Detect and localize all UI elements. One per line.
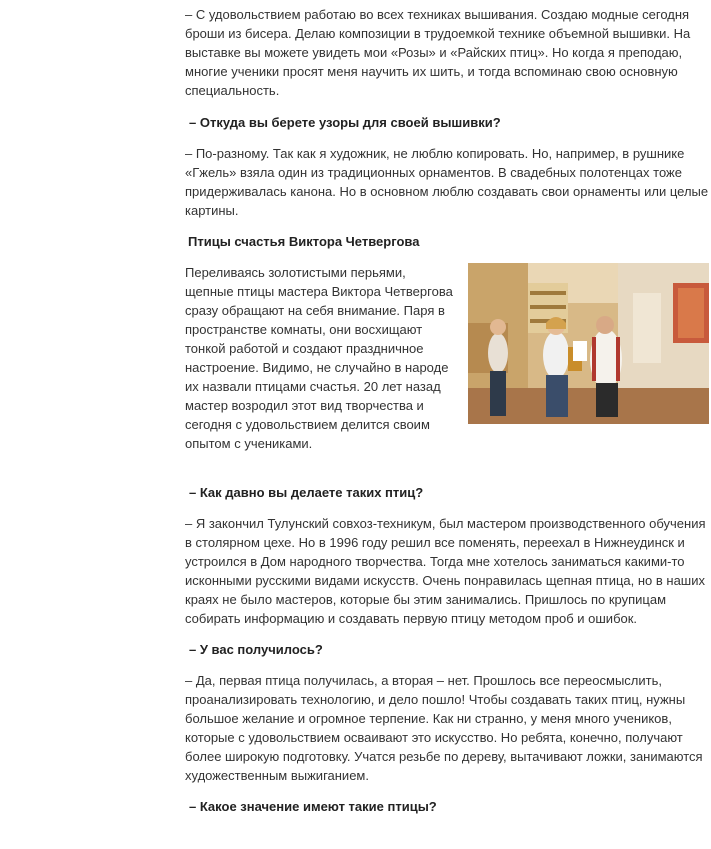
article-body bbox=[185, 0, 711, 816]
question-heading: – Как давно вы делаете таких птиц? bbox=[189, 485, 424, 500]
photo-section bbox=[185, 263, 711, 471]
question-heading: – Какое значение имеют такие птицы? bbox=[189, 799, 437, 814]
answer-paragraph: – С удовольствием работаю во всех техниках вышивания. Создаю модные сегодня броши из бисера. Делаю композиции в трудоемкой технике объемной вышивки. На выставке вы можете увидеть мои «Розы» и «Райских птиц». Но когда я преподаю, многие ученики просят меня научить их шить, и тогда вспоминаю свою основную специальность. bbox=[185, 7, 691, 98]
answer-paragraph: – Да, первая птица получилась, а вторая – нет. Прошлось все переосмыслить, проанализировать технологию, и дело пошло! Чтобы создавать таких птиц, нужны большое желание и огромное терпение. Как ни странно, у меня много учеников, которые с удовольствием осваивают это искусство. Но ребята, конечно, получают более широкую подготовку. Учатся резьбе по дереву, вытачивают ложки, занимаются художественным выжиганием. bbox=[185, 673, 703, 783]
answer-paragraph: – Я закончил Тулунский совхоз-техникум, был мастером производственного обучения в столярном цехе. Но в 1996 году решил все поменять, переехал в Нижнеудинск и устроился в Дом народного творчества. Тогда мне хотелось заниматься какими-то исконными русскими видами искусств. Очень понравилась щепная птица, но в наших краях не было мастеров, которые бы этим занимались. Пришлось по крупицам собирать информацию и создавать первую птицу методом проб и ошибок. bbox=[185, 516, 706, 626]
section-heading: Птицы счастья Виктора Четвергова bbox=[188, 234, 420, 249]
exhibition-photo bbox=[468, 263, 709, 424]
intro-paragraph: Переливаясь золотистыми перьями, щепные птицы мастера Виктора Четвергова сразу обращают на себя внимание. Паря в пространстве комнаты, они восхищают тонкой работой и создают праздничное настроение. Видимо, не случайно в народе их назвали птицами счастья. 20 лет назад мастер возродил этот вид творчества и сегодня с удовольствием делится своим опытом с учениками. bbox=[185, 265, 453, 451]
answer-paragraph: – По-разному. Так как я художник, не люблю копировать. Но, например, в рушнике «Гжель» взяла один из традиционных орнаментов. В свадебных полотенцах тоже придерживалась канона. Но в основном люблю создавать свои орнаменты или целые картины. bbox=[185, 146, 709, 218]
exhibition-photo-image bbox=[468, 263, 709, 424]
question-heading: – У вас получилось? bbox=[189, 642, 323, 657]
question-heading: – Откуда вы берете узоры для своей вышивки? bbox=[189, 115, 501, 130]
